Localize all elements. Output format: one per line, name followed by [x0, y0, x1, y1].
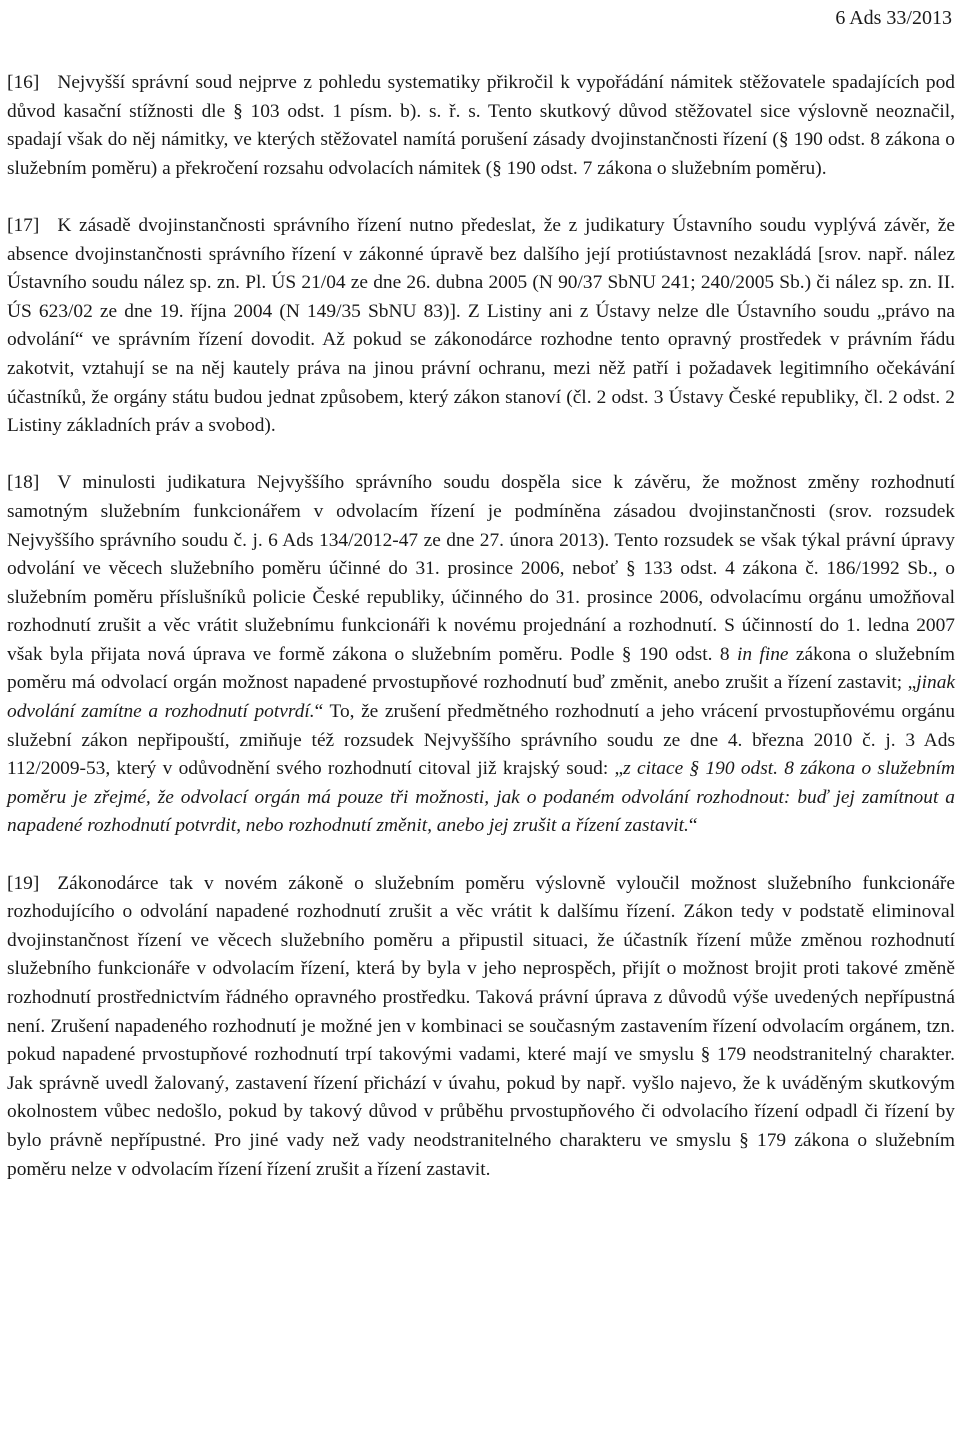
statute-quote: jinak odvolání zamítne a rozhodnutí potvrdí.	[7, 672, 960, 723]
paragraph-19	[7, 870, 960, 1185]
paragraph-number: [19]	[7, 872, 40, 894]
paragraph-text: V minulosti judikatura Nejvyššího správního soudu dospěla sice k závěru, že možnost změny rozhodnutí samotným služebním funkcionářem v odvolacím řízení je podmíněna zásadou dvojinstančnosti (srov. rozsudek Nejvyššího správního soudu č. j. 6 Ads 134/2012-47 ze dne 27. února 2013). Tento rozsudek se však týkal právní úpravy odvolání ve věcech služebního poměru účinné do 31. prosince 2006, neboť § 133 odst. 4 zákona č. 186/1992 Sb., o služebním poměru příslušníků policie České republiky, účinného do 31. prosince 2006, odvolacímu orgánu umožňoval rozhodnutí zrušit a věc vrátit služebnímu funkcionáři k novému projednání a rozhodnutí. S účinností do 1. ledna 2007 však byla přijata nová úprava ve formě zákona o služebním poměru. Podle § 190 odst. 8	[7, 472, 960, 665]
page-header	[835, 4, 952, 32]
paragraph-text: zákona o služebním poměru má odvolací orgán možnost napadené prvostupňové rozhodnutí buď změnit, anebo zrušit a řízení zastavit; „	[7, 643, 960, 694]
paragraph-17	[7, 212, 960, 441]
paragraph-18	[7, 469, 960, 841]
paragraph-text: “ To, že zrušení předmětného rozhodnutí a jeho vrácení prvostupňovému orgánu služební zákon nepřipouští, zmiňuje též rozsudek Nejvyššího správního soudu ze dne 4. března 2010 č. j. 3 Ads 112/2009-53, který v odůvodnění svého rozhodnutí citoval již krajský soud: „	[7, 701, 960, 780]
case-number: 6 Ads 33/2013	[835, 7, 952, 29]
closing-quote-mark: “	[688, 815, 698, 837]
paragraph-number: [18]	[7, 472, 40, 494]
paragraph-text: K zásadě dvojinstančnosti správního řízení nutno předeslat, že z judikatury Ústavního soudu vyplývá závěr, že absence dvojinstančnosti správního řízení v zákonné úpravě bez dalšího její protiústavnost nezakládá [srov. např. nález Ústavního soudu nález sp. zn. Pl. ÚS 21/04 ze dne 26. dubna 2005 (N 90/37 SbNU 241; 240/2005 Sb.) či nález sp. zn. II. ÚS 623/02 ze dne 19. října 2004 (N 149/35 SbNU 83)]. Z Listiny ani z Ústavy nelze dle Ústavního soudu „právo na odvolání“ ve správním řízení dovodit. Až pokud se zákonodárce rozhodne tento opravný prostředek v právním řádu zakotvit, vztahují se na něj kautely práva na jinou právní ochranu, mezi něž patří i požadavek legitimního očekávání účastníků, že orgány státu budou jednat způsobem, který zákon stanoví (čl. 2 odst. 3 Ústavy České republiky, čl. 2 odst. 2 Listiny základních práv a svobod).	[7, 214, 960, 437]
paragraph-16	[7, 69, 960, 183]
document-body	[7, 69, 960, 1213]
paragraph-number: [16]	[7, 72, 40, 93]
paragraph-text: Nejvyšší správní soud nejprve z pohledu systematiky přikročil k vypořádání námitek stěžovatele spadajících pod důvod kasační stížnosti dle § 103 odst. 1 písm. b). s. ř. s. Tento skutkový důvod stěžovatel sice výslovně neoznačil, spadají však do něj námitky, ve kterých stěžovatel namítá porušení zásady dvojinstančnosti řízení (§ 190 odst. 8 zákona o služebním poměru) a překročení rozsahu odvolacích námitek (§ 190 odst. 7 zákona o služebním poměru).	[7, 72, 960, 179]
court-quote: z citace § 190 odst. 8 zákona o služebním poměru je zřejmé, že odvolací orgán má pouze tři možnosti, jak o podaném odvolání rozhodnout: buď jej zamítnout a napadené rozhodnutí potvrdit, nebo rozhodnutí změnit, anebo jej zrušit a řízení zastavit.	[7, 758, 960, 837]
paragraph-number: [17]	[7, 214, 40, 236]
latin-phrase: in fine	[736, 643, 789, 665]
paragraph-text: Zákonodárce tak v novém zákoně o služebním poměru výslovně vyloučil možnost služebního funkcionáře rozhodujícího o odvolání napadené rozhodnutí zrušit a věc vrátit k dalšímu řízení. Zákon tedy v podstatě eliminoval dvojinstančnost řízení ve věcech služebního poměru a připustil situaci, že účastník řízení může změnou rozhodnutí služebního funkcionáře v odvolacím řízení, která by byla v jeho neprospěch, přijít o možnost brojit proti takové změně rozhodnutí prostřednictvím řádného opravného prostředku. Taková právní úprava z důvodů výše uvedených nepřípustná není. Zrušení napadeného rozhodnutí je možné jen v kombinaci se současným zastavením řízení odvolacím orgánem, tzn. pokud napadené prvostupňové rozhodnutí trpí takovými vadami, které mají ve smyslu § 179 neodstranitelný charakter. Jak správně uvedl žalovaný, zastavení řízení přichází v úvahu, pokud by např. vyšlo najevo, že k uváděným skutkovým okolnostem vůbec nedošlo, pokud by takový důvod v průběhu prvostupňového či odvolacího řízení odpadl či řízení by bylo právně nepřípustné. Pro jiné vady než vady neodstranitelného charakteru ve smyslu § 179 zákona o služebním poměru nelze v odvolacím řízení řízení zrušit a řízení zastavit.	[7, 872, 960, 1180]
